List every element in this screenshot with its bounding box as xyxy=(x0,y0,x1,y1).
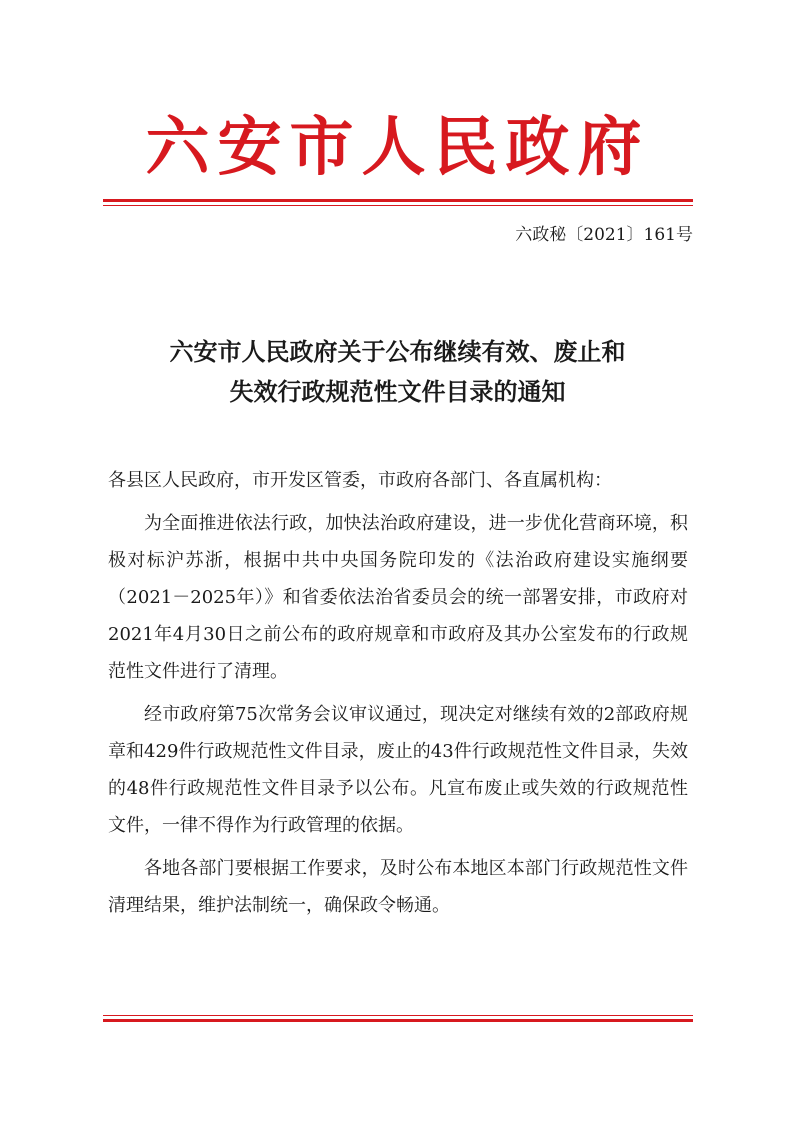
body-paragraph: 各地各部门要根据工作要求，及时公布本地区本部门行政规范性文件清理结果，维护法制统一，确保政令畅通。 xyxy=(108,858,688,916)
body-paragraph: 为全面推进依法行政，加快法治政府建设，进一步优化营商环境，积极对标沪苏浙，根据中共中央国务院印发的《法治政府建设实施纲要（2021－2025年）》和省委依法治省委员会的统一部署安排，市政府对2021年4月30日之前公布的政府规章和市政府及其办公室发布的行政规范性文件进行了清理。 xyxy=(108,513,688,682)
document-body xyxy=(108,462,688,924)
body-paragraph: 经市政府第75次常务会议审议通过，现决定对继续有效的2部政府规章和429件行政规范性文件目录，废止的43件行政规范性文件目录，失效的48件行政规范性文件目录予以公布。凡宣布废止或失效的行政规范性文件，一律不得作为行政管理的依据。 xyxy=(108,704,688,836)
footer-red-rule-thin xyxy=(103,1015,693,1016)
document-title-line-1: 六安市人民政府关于公布继续有效、废止和 xyxy=(169,337,626,366)
document-number: 六政秘〔2021〕161号 xyxy=(515,225,693,245)
document-title-line-2: 失效行政规范性文件目录的通知 xyxy=(229,377,566,406)
masthead-red-rule-thick xyxy=(103,199,693,202)
masthead-red-rule-thin xyxy=(103,205,693,206)
masthead-org-name: 六安市人民政府 xyxy=(145,111,650,185)
footer-red-rule-thick xyxy=(103,1019,693,1022)
salutation: 各县区人民政府，市开发区管委，市政府各部门、各直属机构： xyxy=(108,470,612,491)
